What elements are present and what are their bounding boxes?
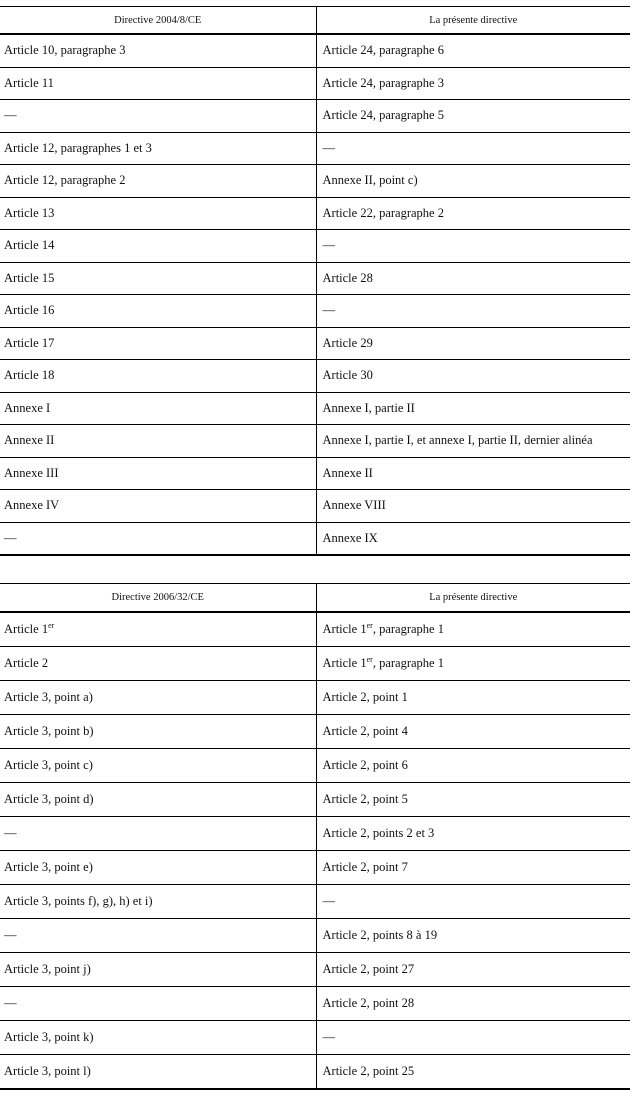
table-row (0, 132, 630, 165)
new-article-cell-text: — (322, 303, 335, 318)
old-article-cell-text: Article 2 (4, 656, 49, 670)
table-row (0, 425, 630, 458)
old-article-cell (0, 919, 316, 953)
new-article-cell (316, 490, 630, 523)
new-article-cell (316, 100, 630, 133)
table-row (0, 817, 630, 851)
new-article-cell-text: Annexe II (322, 465, 373, 480)
table-row (0, 490, 630, 523)
new-article-cell (316, 1055, 630, 1090)
old-article-cell-text: Article 17 (4, 335, 55, 350)
new-article-cell (316, 197, 630, 230)
table-row (0, 522, 630, 555)
old-article-cell (0, 817, 316, 851)
ordinal-superscript: er (366, 655, 373, 664)
new-article-cell (316, 919, 630, 953)
old-article-cell (0, 851, 316, 885)
table-row (0, 783, 630, 817)
new-article-cell-text: Article 2, points 2 et 3 (322, 826, 435, 840)
new-article-cell-text: Article 1 (322, 656, 367, 670)
new-article-cell-text: Article 2, points 8 à 19 (322, 928, 438, 942)
new-article-cell (316, 681, 630, 715)
new-article-cell (316, 327, 630, 360)
header-new-directive: La présente directive (316, 584, 630, 613)
new-article-cell (316, 360, 630, 393)
table-row (0, 295, 630, 328)
new-article-cell (316, 67, 630, 100)
old-article-cell-text: Article 13 (4, 205, 55, 220)
new-article-cell (316, 425, 630, 458)
new-article-cell-text: Article 2, point 1 (322, 690, 408, 704)
table-row (0, 165, 630, 198)
old-article-cell-text: Article 3, point k) (4, 1030, 94, 1044)
new-article-cell-text: — (322, 238, 335, 253)
old-article-cell-text: Article 3, point l) (4, 1064, 91, 1078)
table-body (0, 612, 630, 1089)
new-article-cell-text: Article 29 (322, 335, 373, 350)
new-article-cell-text: Article 2, point 4 (322, 724, 408, 738)
new-article-cell-text: Article 24, paragraphe 3 (322, 75, 444, 90)
new-article-cell-text: Article 28 (322, 270, 373, 285)
old-article-cell (0, 783, 316, 817)
old-article-cell-text: Article 11 (4, 75, 54, 90)
table-row (0, 715, 630, 749)
old-article-cell (0, 197, 316, 230)
ordinal-superscript: er (366, 621, 373, 630)
old-article-cell-text: Article 18 (4, 368, 55, 383)
old-article-cell (0, 522, 316, 555)
table-row (0, 100, 630, 133)
new-article-cell-text: Annexe VIII (322, 498, 386, 513)
new-article-cell-text: Annexe IX (322, 530, 378, 545)
new-article-cell-text: Article 2, point 6 (322, 758, 408, 772)
old-article-cell-text: Annexe IV (4, 498, 60, 513)
table-row (0, 1021, 630, 1055)
new-article-cell (316, 749, 630, 783)
new-article-cell (316, 262, 630, 295)
old-article-cell (0, 612, 316, 647)
new-article-cell-text: Article 2, point 25 (322, 1064, 415, 1078)
old-article-cell-text: Article 15 (4, 270, 55, 285)
table-row (0, 681, 630, 715)
table-row (0, 987, 630, 1021)
table-row (0, 851, 630, 885)
new-article-cell-text: Annexe I, partie I, et annexe I, partie II, dernier alinéa (322, 433, 593, 448)
new-article-cell-text: Article 30 (322, 368, 373, 383)
old-article-cell-text: — (4, 996, 17, 1010)
table-body (0, 34, 630, 555)
table-row (0, 612, 630, 647)
old-article-cell-text: Article 3, points f), g), h) et i) (4, 894, 153, 908)
old-article-cell (0, 681, 316, 715)
old-article-cell (0, 360, 316, 393)
old-article-cell-text: Article 1 (4, 622, 49, 636)
new-article-cell (316, 522, 630, 555)
new-article-cell (316, 817, 630, 851)
new-article-cell-text: — (322, 894, 335, 908)
table-row (0, 1055, 630, 1090)
old-article-cell-text: Article 14 (4, 238, 55, 253)
old-article-cell (0, 953, 316, 987)
ordinal-superscript: er (48, 621, 55, 630)
old-article-cell (0, 230, 316, 263)
old-article-cell-text: Annexe II (4, 433, 55, 448)
old-article-cell (0, 457, 316, 490)
new-article-cell-text: Annexe I, partie II (322, 400, 415, 415)
old-article-cell (0, 295, 316, 328)
old-article-cell-text: Annexe III (4, 465, 59, 480)
old-article-cell (0, 67, 316, 100)
table-row (0, 34, 630, 67)
old-article-cell (0, 165, 316, 198)
new-article-cell-text: Article 22, paragraphe 2 (322, 205, 444, 220)
new-article-cell-text: Annexe II, point c) (322, 173, 418, 188)
old-article-cell (0, 987, 316, 1021)
old-article-cell (0, 885, 316, 919)
new-article-cell-text: Article 2, point 7 (322, 860, 408, 874)
new-article-cell (316, 783, 630, 817)
new-article-cell-text: Article 1 (322, 622, 367, 636)
old-article-cell (0, 1021, 316, 1055)
new-article-cell (316, 295, 630, 328)
table-row (0, 457, 630, 490)
new-article-cell-text: Article 24, paragraphe 6 (322, 43, 444, 58)
table-row (0, 749, 630, 783)
table-row (0, 392, 630, 425)
new-article-cell-text: — (322, 140, 335, 155)
new-article-cell (316, 885, 630, 919)
old-article-cell-text: Article 3, point b) (4, 724, 94, 738)
new-article-cell (316, 392, 630, 425)
new-article-cell-text: Article 24, paragraphe 5 (322, 108, 444, 123)
old-article-cell (0, 327, 316, 360)
old-article-cell (0, 490, 316, 523)
table-row (0, 953, 630, 987)
new-article-cell (316, 851, 630, 885)
table-row (0, 197, 630, 230)
new-article-cell-suffix: , paragraphe 1 (372, 656, 444, 670)
old-article-cell-text: Article 3, point d) (4, 792, 94, 806)
header-new-directive: La présente directive (316, 7, 630, 35)
new-article-cell (316, 1021, 630, 1055)
table-row (0, 262, 630, 295)
table-row (0, 360, 630, 393)
new-article-cell (316, 987, 630, 1021)
table-row (0, 327, 630, 360)
table-row (0, 647, 630, 681)
table-row (0, 919, 630, 953)
new-article-cell (316, 715, 630, 749)
old-article-cell (0, 1055, 316, 1090)
table-row (0, 230, 630, 263)
old-article-cell-text: Article 3, point a) (4, 690, 93, 704)
header-old-directive: Directive 2004/8/CE (0, 7, 316, 35)
new-article-cell (316, 612, 630, 647)
new-article-cell (316, 34, 630, 67)
old-article-cell-text: Article 16 (4, 303, 55, 318)
old-article-cell-text: — (4, 826, 17, 840)
table-header-row (0, 584, 630, 613)
old-article-cell (0, 647, 316, 681)
new-article-cell-text: Article 2, point 28 (322, 996, 415, 1010)
old-article-cell-text: Article 10, paragraphe 3 (4, 43, 126, 58)
old-article-cell-text: Article 3, point e) (4, 860, 93, 874)
old-article-cell-text: Article 12, paragraphe 2 (4, 173, 126, 188)
new-article-cell (316, 165, 630, 198)
new-article-cell (316, 647, 630, 681)
old-article-cell-text: — (4, 108, 17, 123)
old-article-cell (0, 392, 316, 425)
old-article-cell (0, 715, 316, 749)
old-article-cell-text: Annexe I (4, 400, 51, 415)
table-row (0, 67, 630, 100)
old-article-cell-text: Article 3, point j) (4, 962, 91, 976)
old-article-cell-text: — (4, 530, 17, 545)
old-article-cell (0, 100, 316, 133)
new-article-cell-suffix: , paragraphe 1 (372, 622, 444, 636)
table-row (0, 885, 630, 919)
old-article-cell-text: Article 3, point c) (4, 758, 93, 772)
new-article-cell-text: Article 2, point 27 (322, 962, 415, 976)
header-old-directive: Directive 2006/32/CE (0, 584, 316, 613)
new-article-cell-text: — (322, 1030, 335, 1044)
old-article-cell (0, 34, 316, 67)
table-header-row (0, 7, 630, 35)
old-article-cell (0, 425, 316, 458)
old-article-cell-text: Article 12, paragraphes 1 et 3 (4, 140, 152, 155)
old-article-cell-text: — (4, 928, 17, 942)
new-article-cell-text: Article 2, point 5 (322, 792, 408, 806)
old-article-cell (0, 262, 316, 295)
old-article-cell (0, 132, 316, 165)
correlation-table-2006-32 (0, 583, 630, 1090)
old-article-cell (0, 749, 316, 783)
new-article-cell (316, 457, 630, 490)
new-article-cell (316, 230, 630, 263)
new-article-cell (316, 132, 630, 165)
new-article-cell (316, 953, 630, 987)
correlation-table-2004-8 (0, 6, 630, 556)
